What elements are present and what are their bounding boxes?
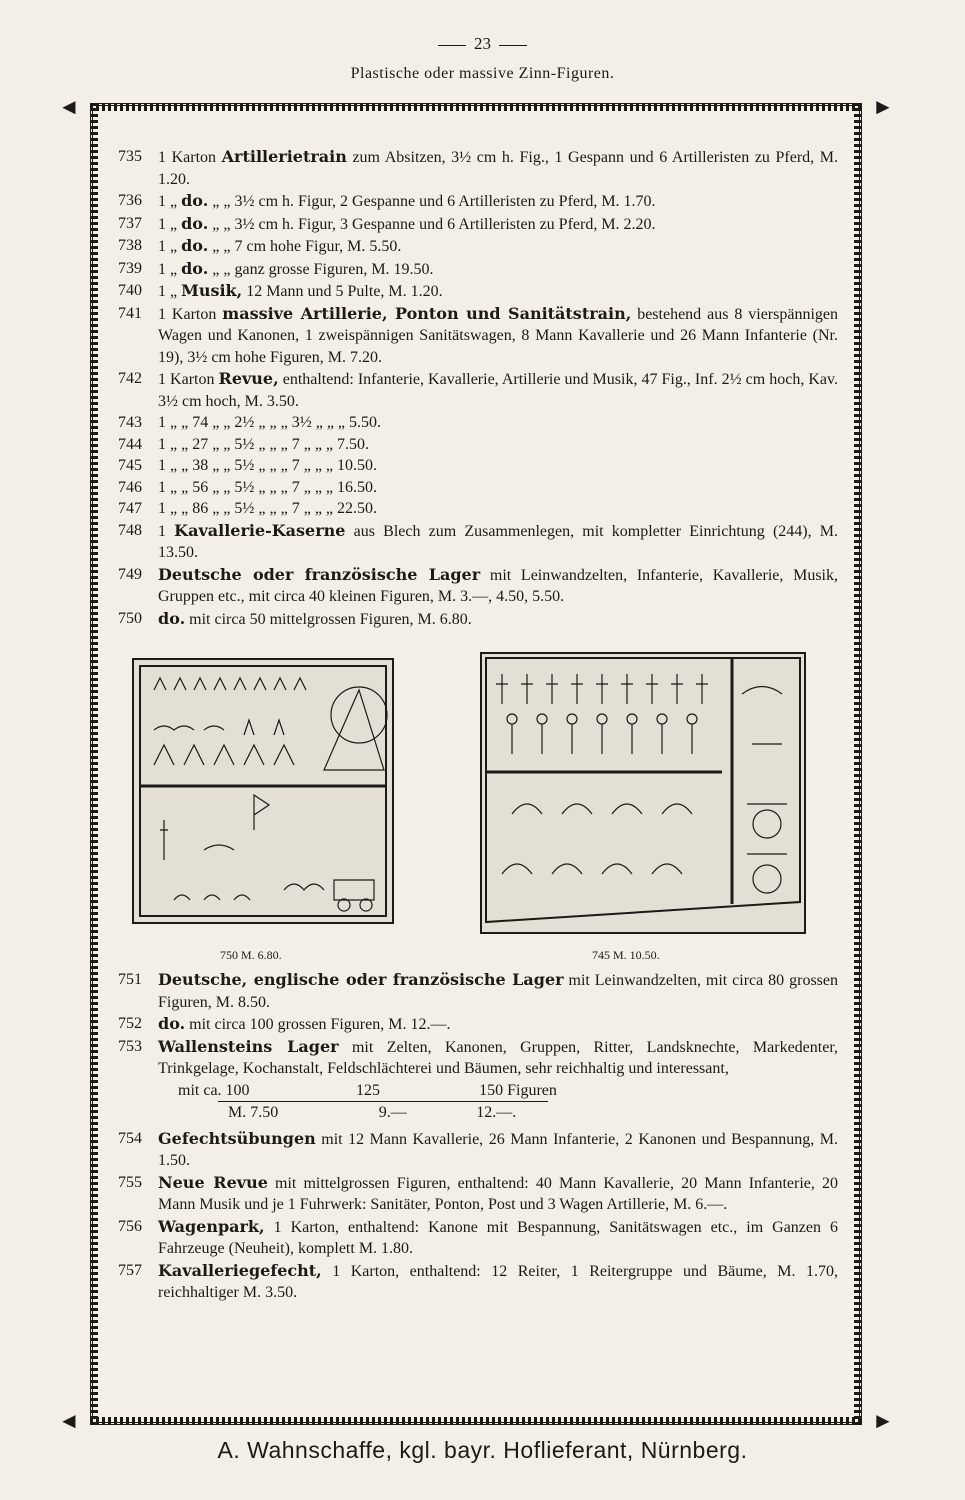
publisher-footer: A. Wahnschaffe, kgl. bayr. Hoflieferant, Nürnberg. xyxy=(217,1437,748,1463)
catalog-entry xyxy=(118,280,838,303)
price-table-753 xyxy=(118,1080,838,1124)
entry-number: 735 xyxy=(118,148,142,165)
caption-right: 745 M. 10.50. xyxy=(592,948,660,962)
entry-desc: mit circa 50 mittelgrossen Figuren, M. 6.80. xyxy=(185,610,472,628)
entry-title: Neue Revue xyxy=(158,1172,268,1192)
entry-number: 749 xyxy=(118,565,142,583)
entry-title: do. xyxy=(181,236,209,255)
entry-desc: enthaltend: Infanterie, Kavallerie, Artillerie und Musik, 47 Fig., Inf. 2½ cm hoch, Kav. 3½ cm hoch, M. 3.50. xyxy=(158,371,838,410)
entry-title: Musik, xyxy=(181,281,243,300)
entry-text xyxy=(158,303,838,369)
entry-number: 752 xyxy=(118,1015,142,1032)
entry-list-middle xyxy=(118,969,838,1080)
entry-text xyxy=(158,280,838,303)
entry-title: Kavallerie-Kaserne xyxy=(174,520,346,540)
catalog-entry xyxy=(118,498,838,520)
ornament-arrow-icon: ► xyxy=(872,1408,894,1433)
entry-text xyxy=(158,1260,838,1304)
entry-number: 739 xyxy=(118,259,142,277)
entry-number: 743 xyxy=(118,414,142,431)
entry-number: 755 xyxy=(118,1173,142,1191)
entry-desc: „ „ 3½ cm h. Figur, 3 Gespanne und 6 Artilleristen zu Pferd, M. 2.20. xyxy=(208,215,656,233)
entry-desc: 1 Karton, enthaltend: 12 Reiter, 1 Reitergruppe und Bäume, M. 1.70, reichhaltiger M. 3.50. xyxy=(158,1262,838,1301)
entry-text xyxy=(158,455,838,477)
catalog-entry xyxy=(118,520,838,564)
entry-title: Artillerietrain xyxy=(221,147,347,166)
entry-desc: 1 „ „ 74 „ „ 2½ „ „ „ 3½ „ „ „ 5.50. xyxy=(158,414,382,431)
entry-number: 754 xyxy=(118,1129,142,1147)
entry-number: 737 xyxy=(118,214,142,232)
illustrations xyxy=(118,652,838,937)
entry-qty: 1 „ xyxy=(158,238,182,255)
entry-number: 757 xyxy=(118,1261,142,1279)
entry-desc: 1 Karton, enthaltend: Kanone mit Bespannung, Sanitätswagen etc., im Ganzen 6 Fahrzeuge (Neuheit), komplett M. 1.80. xyxy=(158,1218,838,1257)
catalog-entry xyxy=(118,608,838,631)
entry-qty: 1 Karton xyxy=(158,305,223,323)
ornament-arrow-icon: ◄ xyxy=(58,94,80,119)
entry-title: Deutsche oder französische Lager xyxy=(158,564,481,584)
catalog-entry xyxy=(118,235,838,258)
entry-desc: aus Blech zum Zusammenlegen, mit kompletter Einrichtung (244), M. 13.50. xyxy=(158,522,838,561)
catalog-entry xyxy=(118,1216,838,1260)
catalog-content xyxy=(118,146,838,1304)
catalog-entry xyxy=(118,1260,838,1304)
revue-illustration xyxy=(480,652,806,934)
ornament-arrow-icon: ► xyxy=(872,94,894,119)
entry-text xyxy=(158,520,838,564)
entry-qty: 1 „ xyxy=(158,215,182,233)
catalog-entry xyxy=(118,303,838,369)
entry-desc: 1 „ „ 86 „ „ 5½ „ „ „ 7 „ „ „ 22.50. xyxy=(158,500,378,517)
entry-number: 738 xyxy=(118,237,142,254)
entry-desc: 1 „ „ 27 „ „ 5½ „ „ „ 7 „ „ „ 7.50. xyxy=(158,435,370,453)
entry-list-bottom xyxy=(118,1128,838,1304)
entry-title: Kavalleriegefecht, xyxy=(158,1260,322,1280)
catalog-entry xyxy=(118,146,838,190)
entry-text xyxy=(158,564,838,608)
entry-title: Gefechtsübungen xyxy=(158,1128,316,1148)
entry-number: 753 xyxy=(118,1037,142,1055)
page-header: Plastische oder massive Zinn-Figuren. xyxy=(350,65,615,82)
entry-text xyxy=(158,1216,838,1260)
price-table-head: mit ca. 100 125 150 Figuren xyxy=(178,1081,557,1099)
entry-text xyxy=(158,235,838,258)
catalog-entry xyxy=(118,258,838,281)
catalog-entry xyxy=(118,368,838,412)
entry-desc: bestehend aus 8 vierspännigen Wagen und Kanonen, 1 zweispännigen Sanitätswagen, 8 Mann Kavallerie und 26 Mann Infanterie (Nr. 19), 3½ cm hohe Figuren, M. 7.20. xyxy=(158,305,839,366)
entry-number: 740 xyxy=(118,282,142,299)
entry-text xyxy=(158,146,838,190)
catalog-entry xyxy=(118,1128,838,1172)
entry-number: 741 xyxy=(118,304,142,322)
catalog-entry xyxy=(118,412,838,434)
entry-desc: mit Leinwandzelten, mit circa 80 grossen Figuren, M. 8.50. xyxy=(158,972,838,1011)
border-chain-left xyxy=(90,103,98,1425)
entry-number: 748 xyxy=(118,521,142,539)
page-number: 23 xyxy=(0,34,965,54)
entry-text xyxy=(158,498,838,520)
catalog-entry xyxy=(118,190,838,213)
border-chain-top xyxy=(90,103,862,111)
entry-title: do. xyxy=(181,213,209,233)
catalog-entry xyxy=(118,969,838,1013)
entry-title: massive Artillerie, Ponton und Sanitätstrain, xyxy=(222,303,632,323)
lager-illustration xyxy=(132,658,394,924)
catalog-entry xyxy=(118,213,838,236)
entry-qty: 1 „ xyxy=(158,283,182,300)
entry-text xyxy=(158,477,838,499)
entry-number: 747 xyxy=(118,500,142,517)
entry-desc: mit circa 100 grossen Figuren, M. 12.—. xyxy=(185,1016,451,1033)
entry-number: 750 xyxy=(118,609,142,627)
entry-title: Revue, xyxy=(218,369,279,388)
entry-title: do. xyxy=(158,608,186,628)
entry-text xyxy=(158,1013,838,1036)
entry-desc: „ „ 7 cm hohe Figur, M. 5.50. xyxy=(208,238,402,255)
entry-text xyxy=(158,368,838,412)
illustration-captions xyxy=(118,945,838,969)
catalog-entry xyxy=(118,455,838,477)
entry-number: 736 xyxy=(118,192,142,209)
entry-text xyxy=(158,969,838,1013)
entry-number: 742 xyxy=(118,370,142,387)
entry-text xyxy=(158,190,838,213)
lager-drawing-icon xyxy=(134,660,392,922)
entry-desc: mit Leinwandzelten, Infanterie, Kavallerie, Musik, Gruppen etc., mit circa 40 kleinen Figuren, M. 3.—, 4.50, 5.50. xyxy=(158,566,838,605)
entry-qty: 1 xyxy=(158,522,175,540)
entry-title: Deutsche, englische oder französische Lager xyxy=(158,970,564,989)
entry-desc: 1 „ „ 56 „ „ 5½ „ „ „ 7 „ „ „ 16.50. xyxy=(158,478,378,496)
entry-title: Wagenpark, xyxy=(158,1216,265,1236)
entry-text xyxy=(158,258,838,281)
entry-desc: zum Absitzen, 3½ cm h. Fig., 1 Gespann und 6 Artilleristen zu Pferd, M. 1.20. xyxy=(158,149,838,188)
entry-title: do. xyxy=(158,1014,186,1033)
entry-text xyxy=(158,412,838,434)
entry-title: do. xyxy=(181,258,209,278)
entry-desc: „ „ ganz grosse Figuren, M. 19.50. xyxy=(208,260,434,278)
entry-desc: mit mittelgrossen Figuren, enthaltend: 40 Mann Kavallerie, 20 Mann Infanterie, 20 Mann Musik und je 1 Fuhrwerk: Sanitäter, Ponton, Post und 3 Wagen Artillerie, M. 6.—. xyxy=(158,1174,838,1213)
entry-qty: 1 „ xyxy=(158,260,182,278)
entry-number: 746 xyxy=(118,478,142,496)
entry-desc: 12 Mann und 5 Pulte, M. 1.20. xyxy=(242,283,443,300)
catalog-entry xyxy=(118,1036,838,1080)
caption-left: 750 M. 6.80. xyxy=(220,948,282,962)
catalog-entry xyxy=(118,564,838,608)
entry-text xyxy=(158,213,838,236)
entry-qty: 1 Karton xyxy=(158,149,222,166)
border-chain-bottom xyxy=(90,1417,862,1425)
entry-number: 756 xyxy=(118,1217,142,1235)
price-table-row: M. 7.50 9.— 12.—. xyxy=(218,1101,548,1124)
entry-text xyxy=(158,1036,838,1080)
entry-qty: 1 „ xyxy=(158,193,182,210)
catalog-entry xyxy=(118,477,838,499)
entry-desc: mit 12 Mann Kavallerie, 26 Mann Infanterie, 2 Kanonen und Bespannung, M. 1.50. xyxy=(158,1130,838,1169)
entry-desc: mit Zelten, Kanonen, Gruppen, Ritter, Landsknechte, Markedenter, Trinkgelage, Kochanstalt, Feldschlächterei und Bäumen, sehr reichhaltig und interessant, xyxy=(158,1038,839,1077)
entry-number: 745 xyxy=(118,457,142,474)
catalog-entry xyxy=(118,1172,838,1216)
entry-desc: „ „ 3½ cm h. Figur, 2 Gespanne und 6 Artilleristen zu Pferd, M. 1.70. xyxy=(208,193,656,210)
entry-text xyxy=(158,608,838,631)
catalog-entry xyxy=(118,1013,838,1036)
entry-number: 751 xyxy=(118,971,142,988)
entry-title: do. xyxy=(181,191,209,210)
entry-list-top xyxy=(118,146,838,630)
entry-desc: 1 „ „ 38 „ „ 5½ „ „ „ 7 „ „ „ 10.50. xyxy=(158,457,378,474)
revue-drawing-icon xyxy=(482,654,804,932)
entry-text xyxy=(158,1128,838,1172)
entry-text xyxy=(158,1172,838,1216)
ornament-arrow-icon: ◄ xyxy=(58,1408,80,1433)
catalog-entry xyxy=(118,434,838,456)
entry-number: 744 xyxy=(118,435,142,453)
entry-title: Wallensteins Lager xyxy=(158,1036,339,1056)
entry-qty: 1 Karton xyxy=(158,371,219,388)
border-chain-right xyxy=(854,103,862,1425)
entry-text xyxy=(158,434,838,456)
